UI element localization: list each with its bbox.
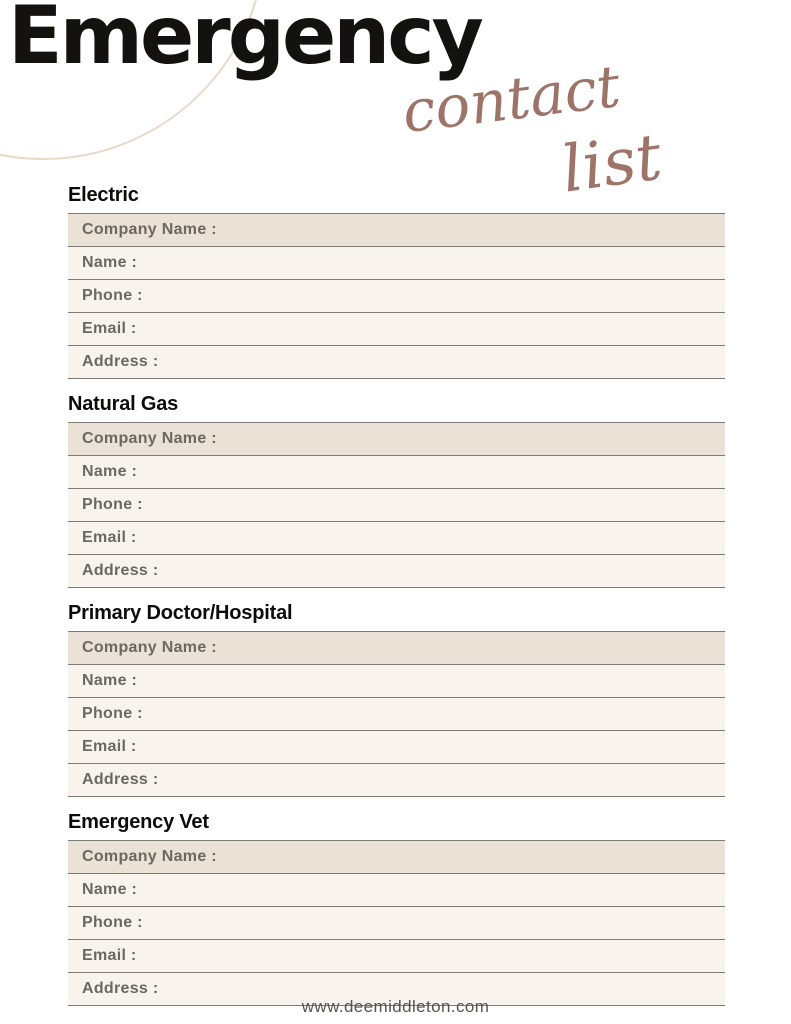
field-row	[68, 939, 725, 972]
field-label: Address :	[82, 771, 159, 788]
field-label: Company Name :	[82, 221, 217, 238]
subtitle-script-list: list	[557, 120, 667, 208]
field-label: Company Name :	[82, 848, 217, 865]
field-label: Phone :	[82, 914, 143, 931]
contact-section	[68, 602, 725, 797]
field-row	[68, 906, 725, 939]
field-label: Phone :	[82, 705, 143, 722]
footer-url: www.deemiddleton.com	[301, 997, 490, 1016]
field-label: Email :	[82, 947, 137, 964]
field-label: Email :	[82, 738, 137, 755]
section-rows	[68, 213, 725, 379]
contact-section	[68, 184, 725, 379]
contact-sections	[68, 184, 725, 1020]
section-heading: Primary Doctor/Hospital	[68, 602, 293, 624]
field-label: Address :	[82, 562, 159, 579]
field-row	[68, 345, 725, 378]
field-row	[68, 213, 725, 246]
field-label: Email :	[82, 529, 137, 546]
field-row	[68, 455, 725, 488]
field-label: Address :	[82, 980, 159, 997]
field-row	[68, 631, 725, 664]
section-heading: Emergency Vet	[68, 811, 209, 833]
field-row	[68, 279, 725, 312]
field-label: Company Name :	[82, 430, 217, 447]
field-row	[68, 246, 725, 279]
section-heading: Electric	[68, 184, 139, 206]
field-label: Name :	[82, 254, 138, 271]
field-row	[68, 488, 725, 521]
field-row	[68, 664, 725, 697]
field-row	[68, 763, 725, 796]
field-label: Company Name :	[82, 639, 217, 656]
field-label: Name :	[82, 672, 138, 689]
field-label: Email :	[82, 320, 137, 337]
field-label: Name :	[82, 463, 138, 480]
field-row	[68, 840, 725, 873]
field-label: Address :	[82, 353, 159, 370]
section-rows	[68, 840, 725, 1006]
section-rows	[68, 631, 725, 797]
section-rows	[68, 422, 725, 588]
field-label: Name :	[82, 881, 138, 898]
subtitle-script-contact: contact	[398, 51, 624, 147]
contact-section	[68, 393, 725, 588]
field-row	[68, 697, 725, 730]
field-row	[68, 873, 725, 906]
contact-section	[68, 811, 725, 1006]
field-row	[68, 554, 725, 587]
field-row	[68, 521, 725, 554]
field-row	[68, 730, 725, 763]
field-label: Phone :	[82, 496, 143, 513]
field-row	[68, 422, 725, 455]
page-title: Emergency	[8, 0, 481, 82]
field-row	[68, 312, 725, 345]
section-heading: Natural Gas	[68, 393, 179, 415]
field-label: Phone :	[82, 287, 143, 304]
